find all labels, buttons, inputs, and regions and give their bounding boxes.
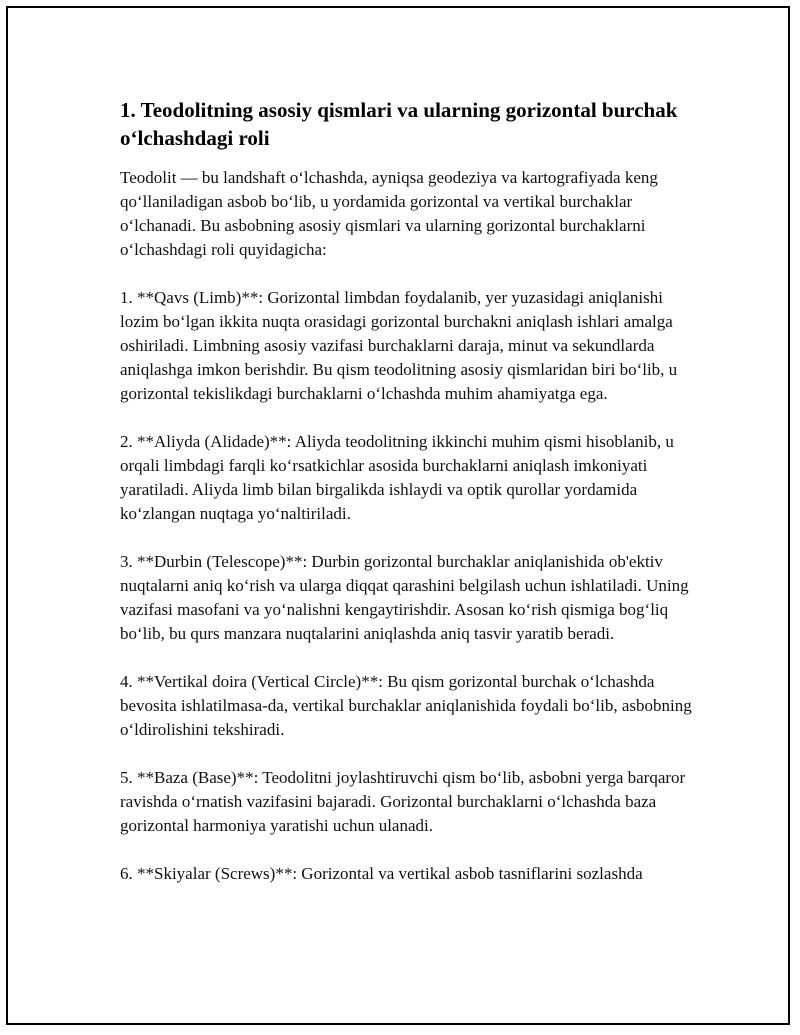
document-heading: 1. Teodolitning asosiy qismlari va ularning gorizontal burchak o‘lchashdagi roli (120, 98, 678, 150)
intro-paragraph: Teodolit — bu landshaft o‘lchashda, ayniqsa geodeziya va kartografiyada keng qo‘llaniladigan asbob bo‘lib, u yordamida gorizontal va vertikal burchaklar o‘lchanadi. Bu asbobning asosiy qismlari va ularning gorizontal burchaklarni o‘lchashdagi roli quyidagicha: (120, 168, 658, 259)
item-alidade: 2. **Aliyda (Alidade)**: Aliyda teodolitning ikkinchi muhim qismi hisoblanib, u orqali limbdagi farqli ko‘rsatkichlar asosida burchaklarni aniqlash imkoniyati yaratiladi. Aliyda limb bilan birgalikda ishlaydi va optik qurollar yordamida ko‘zlangan nuqtaga yo‘naltiriladi. (120, 432, 674, 523)
item-telescope: 3. **Durbin (Telescope)**: Durbin gorizontal burchaklar aniqlanishida ob'ektiv nuqtalarni aniq ko‘rish va ularga diqqat qarashini belgilash uchun ishlatiladi. Uning vazifasi masofani va yo‘nalishni kengaytirishdir. Asosan ko‘rish qismiga bog‘liq bo‘lib, bu qurs manzara nuqtalarini aniqlashda aniq tasvir yaratib beradi. (120, 552, 689, 643)
item-vertical-circle: 4. **Vertikal doira (Vertical Circle)**: Bu qism gorizontal burchak o‘lchashda bevosita ishlatilmasa-da, vertikal burchaklar aniqlanishida foydali bo‘lib, asbobning o‘ldirolishini tekshiradi. (120, 672, 692, 739)
item-screws: 6. **Skiyalar (Screws)**: Gorizontal va vertikal asbob tasniflarini sozlashda (120, 864, 643, 883)
page-frame (6, 6, 790, 1025)
item-limb: 1. **Qavs (Limb)**: Gorizontal limbdan foydalanib, yer yuzasidagi aniqlanishi lozim bo‘lgan ikkita nuqta orasidagi gorizontal burchakni aniqlash ishlari amalga oshiriladi. Limbning asosiy vazifasi burchaklarni daraja, minut va sekundlarda aniqlashga imkon berishdir. Bu qism teodolitning asosiy qismlaridan biri bo‘lib, u gorizontal tekislikdagi burchaklarni o‘lchashda muhim ahamiyatga ega. (120, 288, 678, 403)
item-base: 5. **Baza (Base)**: Teodolitni joylashtiruvchi qism bo‘lib, asbobni yerga barqaror ravishda o‘rnatish vazifasini bajaradi. Gorizontal burchaklarni o‘lchashda baza gorizontal harmoniya yaratishi uchun ulanadi. (120, 768, 686, 835)
document-body (120, 96, 696, 910)
